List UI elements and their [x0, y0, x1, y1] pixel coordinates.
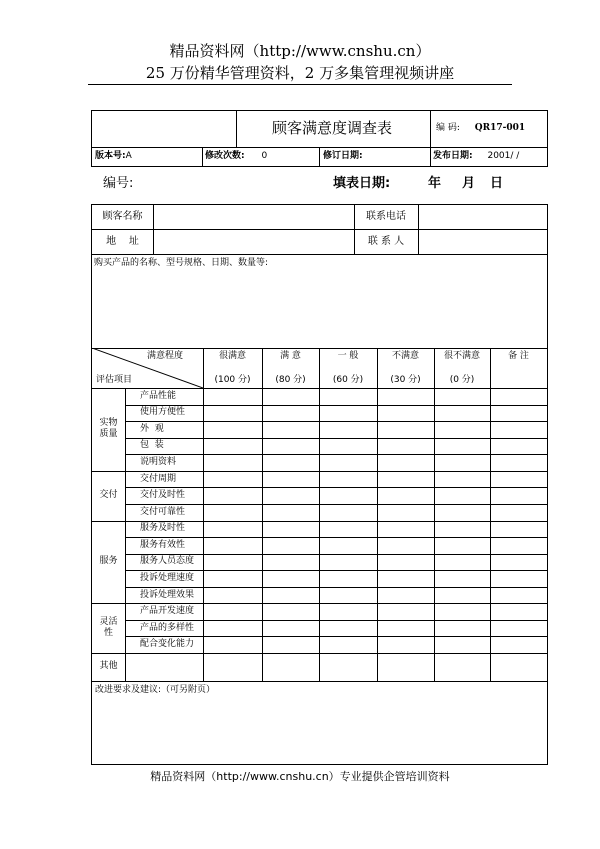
evaluation-item: 交付周期 — [140, 473, 177, 484]
row-divider — [125, 405, 547, 406]
evaluation-item: 产品性能 — [140, 390, 177, 401]
group-label: 交付 — [99, 489, 118, 500]
evaluation-item: 投诉处理速度 — [140, 572, 195, 583]
group-divider — [125, 521, 126, 604]
site-header-line-2: 25 万份精华管理资料，2 万多集管理视频讲座 — [145, 64, 455, 82]
fill-date-label: 填表日期: — [333, 176, 391, 191]
evaluation-item: 外 观 — [140, 423, 164, 434]
evaluation-item: 交付及时性 — [140, 490, 186, 501]
group-bottom-divider — [92, 471, 547, 472]
header-row-divider — [92, 388, 547, 389]
doc-title-block — [91, 110, 548, 167]
suggestion-label: 改进要求及建议:（可另附页） — [95, 685, 216, 695]
column-divider — [203, 348, 204, 681]
row-divider — [125, 421, 547, 422]
publish-date-value: 2001/ / — [487, 151, 520, 161]
rating-column-label: 很不满意 — [443, 351, 480, 361]
row-divider — [125, 570, 547, 571]
rating-matrix — [92, 348, 547, 681]
form-title: 顾客满意度调查表 — [272, 119, 393, 137]
day-label: 日 — [490, 176, 504, 191]
row-divider — [125, 636, 547, 637]
group-bottom-divider — [92, 521, 547, 522]
year-label: 年 — [428, 176, 442, 191]
rating-column-score: (30 分) — [390, 375, 421, 385]
address-label: 地 址 — [106, 236, 139, 247]
evaluation-item: 服务及时性 — [140, 523, 186, 534]
evaluation-item-heading: 评估项目 — [96, 375, 133, 385]
version-value: A — [125, 151, 132, 161]
row-divider — [125, 554, 547, 555]
revision-count-label: 修改次数: — [205, 151, 245, 161]
rating-column-score: (80 分) — [275, 375, 306, 385]
rating-column-label: 一 般 — [337, 351, 359, 361]
publish-date-label: 发布日期: — [433, 151, 473, 161]
site-footer: 精品资料网（http://www.cnshu.cn）专业提供企管培训资料 — [150, 770, 450, 783]
column-divider — [377, 348, 378, 681]
group-divider — [125, 603, 126, 653]
group-divider — [125, 471, 126, 521]
evaluation-item: 投诉处理效果 — [140, 589, 195, 600]
evaluation-item: 配合变化能力 — [140, 639, 195, 650]
group-label: 实物 质量 — [99, 418, 118, 440]
rating-column-score: (0 分) — [449, 375, 475, 385]
group-label: 服务 — [99, 555, 118, 566]
row-divider — [125, 620, 547, 621]
customer-phone-label: 联系电话 — [366, 211, 406, 222]
revision-count-value: 0 — [261, 151, 268, 161]
row-divider — [125, 487, 547, 488]
rating-column-label: 很满意 — [218, 351, 246, 361]
evaluation-item: 服务人员态度 — [140, 556, 195, 567]
column-divider — [262, 348, 263, 681]
evaluation-item: 包 装 — [140, 440, 164, 451]
rating-column-score: (100 分) — [214, 375, 251, 385]
month-label: 月 — [462, 176, 476, 191]
group-bottom-divider — [92, 681, 547, 682]
rating-column-score: (60 分) — [332, 375, 364, 385]
code-value: QR17-001 — [474, 123, 526, 133]
row-divider — [125, 438, 547, 439]
row-divider — [125, 587, 547, 588]
contact-person-label: 联 系 人 — [367, 236, 405, 247]
group-bottom-divider — [92, 653, 547, 654]
survey-table — [91, 204, 548, 765]
column-divider — [319, 348, 320, 681]
version-label: 版本号: — [95, 151, 126, 161]
group-label: 灵活 性 — [99, 617, 118, 639]
rating-column-label: 满 意 — [280, 351, 301, 361]
revision-date-label: 修订日期: — [323, 151, 363, 161]
group-divider — [125, 388, 126, 471]
row-divider — [125, 454, 547, 455]
satisfaction-level-heading: 满意程度 — [147, 351, 184, 361]
evaluation-item: 交付可靠性 — [140, 506, 186, 517]
evaluation-item: 使用方便性 — [140, 407, 186, 418]
header-divider — [88, 84, 512, 85]
evaluation-item: 产品开发速度 — [140, 606, 195, 617]
evaluation-item: 服务有效性 — [140, 539, 186, 550]
group-bottom-divider — [92, 603, 547, 604]
rating-column-label: 备 注 — [508, 351, 529, 361]
rating-column-label: 不满意 — [391, 351, 419, 361]
column-divider — [490, 348, 491, 681]
number-label: 编号: — [103, 176, 134, 191]
code-label: 编 码: — [436, 123, 460, 133]
customer-name-label: 顾客名称 — [102, 211, 143, 222]
row-divider — [125, 537, 547, 538]
group-label: 其他 — [99, 661, 118, 671]
site-header-line-1: 精品资料网（http://www.cnshu.cn） — [169, 42, 431, 60]
row-divider — [125, 504, 547, 505]
purchase-info-label: 购买产品的名称、型号规格、日期、数量等: — [94, 258, 269, 268]
evaluation-item: 说明资料 — [140, 457, 177, 468]
evaluation-item: 产品的多样性 — [140, 622, 195, 633]
group-divider — [125, 653, 126, 681]
column-divider — [434, 348, 435, 681]
